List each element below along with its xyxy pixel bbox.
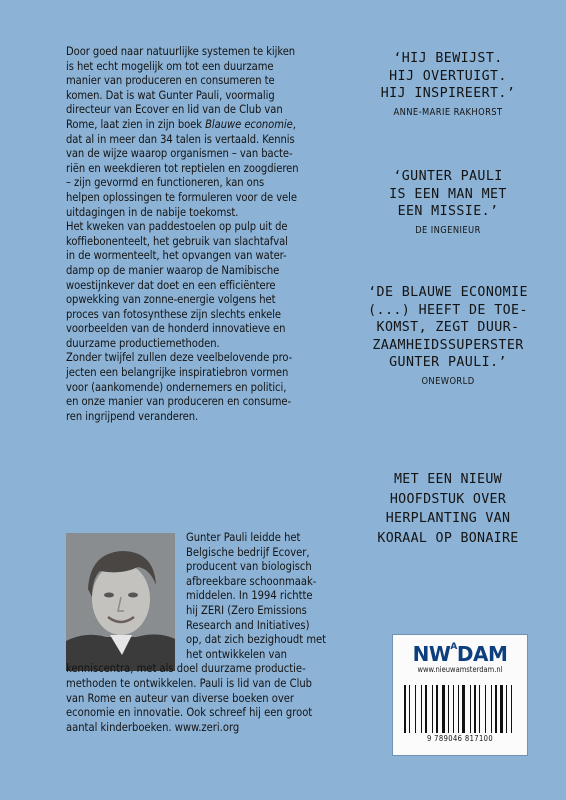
bio-line: Research and Initiatives) [186,618,310,632]
blurb [66,45,342,424]
barcode-bar [436,685,438,733]
barcode-bar [474,685,476,733]
barcode-bar [472,685,473,733]
blurb-line: proces van fotosynthese zijn slechts enkele [66,307,282,321]
quote-source: DE INGENIEUR [415,224,481,236]
barcode-bar [421,685,422,733]
quote-line: EEN MISSIE.’ [397,204,499,220]
blurb-line: Zonder twijfel zullen deze veelbelovende pro- [66,351,293,365]
zeri-link[interactable]: www.zeri.org [174,720,240,734]
quote-oneworld [360,284,536,387]
blurb-line: opwekking van zonne-energie volgens het [66,293,276,307]
bio-line: economie en innovatie. Ook schreef hij een groot [66,706,313,720]
quote-rakhorst [368,50,528,118]
blurb-line: woestijnkever dat doet en een efficiëntere [66,278,276,292]
quote-line: ‘HIJ BEWIJST. [393,51,503,66]
barcode-bar [498,685,499,733]
quote-line: (...) HEEFT DE TOE- [368,302,528,318]
quote-line: IS EEN MAN MET [389,186,507,202]
bio-line: middelen. In 1994 richtte [186,589,313,603]
blurb-line: jecten een belangrijke inspiratiebron vormen [66,366,289,380]
barcode-bar [500,685,503,733]
blurb-line [66,118,342,133]
quote-line: ‘GUNTER PAULI [393,169,503,184]
quote-ingenieur [368,168,528,236]
bio-line: methoden te ontwikkelen. Pauli is lid van de Club [66,676,313,690]
barcode-bar [448,685,449,733]
publisher-logo [393,642,527,666]
blurb-line: dat al in meer dan 34 talen is vertaald. Kennis [66,132,295,146]
publisher-url[interactable]: www.nieuwamsterdam.nl [417,665,503,674]
bio-line: hij ZERI (Zero Emissions [186,603,307,617]
author-bio [66,531,342,735]
barcode-bar [491,685,492,733]
blurb-line: manier van produceren en consumeren te [66,74,275,88]
blurb-line: komen. Dat is wat Gunter Pauli, voormalig [66,88,275,102]
promo-line: KORAAL OP BONAIRE [377,530,519,546]
barcode-bar [462,685,465,733]
blurb-line: in de wormenteelt, het opvangen van water- [66,249,287,263]
barcode-bar [511,685,512,733]
barcode-bar [493,685,494,733]
barcode-bar [439,685,440,733]
blurb-line: voorbeelden van de honderd innovatieve en [66,322,286,336]
blurb-line: duurzame productiemethoden. [66,336,220,350]
bio-line: het ontwikkelen van [186,647,287,661]
blurb-line: en onze manier van produceren en consume- [66,395,292,409]
barcode-bar [506,685,507,733]
barcode-bar [458,685,459,733]
bio-line: Gunter Pauli leidde het [186,531,301,544]
barcode-bar [467,685,469,733]
promo-line: MET EEN NIEUW [394,472,502,487]
bio-line: op, dat zich bezighoudt met [186,633,327,647]
quote-line: HIJ OVERTUIGT. [389,68,507,84]
quote-source: ANNE-MARIE RAKHORST [393,106,503,118]
barcode-bar [434,685,435,733]
blurb-line: – zijn gevormd en functioneren, kan ons [66,176,265,190]
new-chapter-note [366,470,530,548]
quote-line: HIJ INSPIREERT.’ [380,86,516,102]
quote-line: GUNTER PAULI.’ [389,355,507,371]
blurb-line: Het kweken van paddestoelen op pulp uit de [66,220,288,234]
barcode-bar [415,685,416,733]
bio-line [66,721,342,736]
logo-text: NW [412,642,451,666]
barcode-bar [432,685,433,733]
barcode-bar [470,685,471,733]
blurb-line: helpen oplossingen te formuleren voor de vele [66,190,297,204]
barcode-bar [455,685,457,733]
logo-text: DAM [456,642,508,666]
logo-text: A [450,642,457,652]
barcode-bar [460,685,461,733]
book-title: Blauwe economie [205,117,293,131]
blurb-line: directeur van Ecover en lid van de Club van [66,103,283,117]
barcode-bar [495,685,497,733]
barcode-bar [479,685,480,733]
bio-text: aantal kinderboeken. [66,720,172,734]
blurb-line: koffiebonenteelt, het gebruik van slachtafval [66,234,288,248]
barcode-bar [513,685,515,733]
publisher-box [392,634,528,756]
blurb-line: is het echt mogelijk om tot een duurzame [66,59,274,73]
barcode-bar [418,685,420,733]
quote-line: KOMST, ZEGT DUUR- [376,320,520,336]
blurb-text: Rome, laat zien in zijn boek [66,117,206,131]
barcode-bar [404,685,406,733]
barcode-icon [404,679,516,733]
promo-line: HOOFDSTUK OVER [389,491,507,507]
barcode-bar [487,685,489,733]
bio-line: kenniscentra, met als doel duurzame productie- [66,662,306,676]
blurb-line: voor (aankomende) ondernemers en politici, [66,380,287,394]
bio-line: van Rome en auteur van diverse boeken over [66,691,294,705]
blurb-line: Door goed naar natuurlijke systemen te kijken [66,45,296,58]
barcode-bar [453,685,454,733]
barcode-bar [442,685,445,733]
barcode-bar [450,685,452,733]
bio-line: Belgische bedrijf Ecover, [186,545,310,559]
barcode-bar [485,685,486,733]
blurb-line: van de wijze waarop organismen – van bacte- [66,147,293,161]
quote-line: ZAAMHEIDSSUPERSTER [372,337,524,353]
blurb-line: uitdagingen in de nabije toekomst. [66,205,239,219]
barcode-bar [508,685,510,733]
quote-line: ‘DE BLAUWE ECONOMIE [368,285,528,300]
bio-line: producent van biologisch [186,560,312,574]
blurb-line: riën en weekdieren tot reptielen en zoogdieren [66,161,299,175]
blurb-line: ren ingrijpend veranderen. [66,409,199,423]
barcode-bar [409,685,410,733]
blurb-text: , [292,117,296,131]
blurb-line: damp op de manier waarop de Namibische [66,263,280,277]
barcode-bar [428,685,431,733]
barcode-bar [446,685,447,733]
bio-line: afbreekbare schoonmaak- [186,574,317,588]
barcode-bar [481,685,484,733]
barcode-bar [477,685,478,733]
quote-source: ONEWORLD [421,375,475,387]
isbn-number: 9 789046 817100 [426,734,494,743]
barcode-bar [411,685,414,733]
barcode-bar [423,685,424,733]
barcode-bar [407,685,408,733]
barcode-bar [425,685,427,733]
barcode-bar [504,685,505,733]
promo-line: HERPLANTING VAN [385,511,511,526]
